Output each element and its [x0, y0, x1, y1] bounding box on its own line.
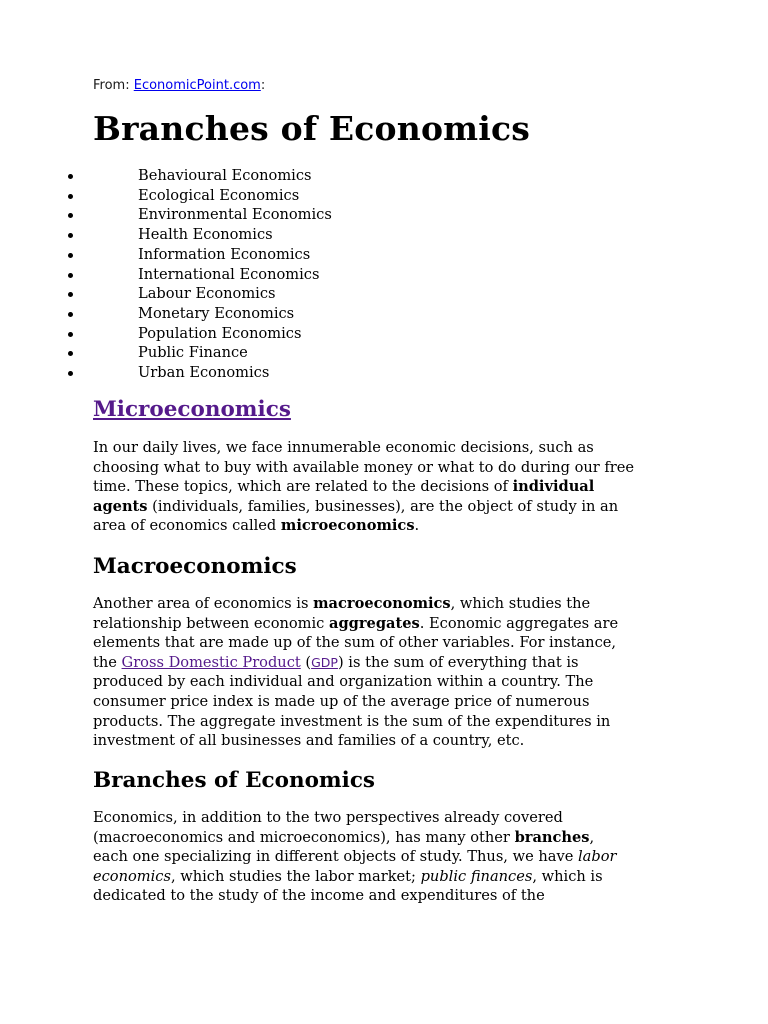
list-item	[0, 205, 680, 225]
list-item	[0, 166, 680, 186]
text-run: (	[300, 653, 312, 671]
text-line: dedicated to the study of the income and expenditures of the	[93, 887, 545, 905]
bullet-icon	[68, 253, 73, 258]
bullet-icon	[68, 292, 73, 297]
list-item	[0, 245, 680, 265]
text-run: . Economic aggregates are	[419, 614, 619, 632]
list-item-label: International Economics	[138, 265, 320, 283]
bullet-icon	[68, 351, 73, 356]
macroeconomics-paragraph	[93, 594, 683, 751]
list-item-label: Public Finance	[138, 344, 248, 362]
italic-term: labor	[577, 848, 617, 866]
bullet-icon	[68, 174, 73, 179]
bold-term: aggregates	[328, 614, 420, 632]
text-line: choosing what to buy with available money or what to do during our free	[93, 458, 635, 476]
list-item	[0, 186, 680, 206]
text-line: products. The aggregate investment is the sum of the expenditures in	[93, 712, 611, 730]
list-item-label: Behavioural Economics	[138, 167, 312, 184]
list-item	[0, 225, 680, 245]
list-item-label: Labour Economics	[138, 285, 276, 303]
text-run: (macroeconomics and microeconomics), has many other	[93, 828, 515, 846]
bullet-icon	[68, 371, 73, 376]
text-run: time. These topics, which are related to the decisions of	[93, 478, 513, 496]
bold-term: individual	[512, 478, 595, 496]
bullet-icon	[68, 332, 73, 337]
italic-term: public finances	[420, 867, 533, 885]
text-line: produced by each individual and organization within a country. The	[93, 673, 594, 691]
microeconomics-heading	[93, 397, 291, 422]
macroeconomics-heading: Macroeconomics	[93, 554, 297, 579]
branches-paragraph	[93, 808, 683, 906]
bullet-icon	[68, 194, 73, 199]
text-run: ) is the sum of everything that is	[337, 653, 579, 671]
bullet-icon	[68, 312, 73, 317]
source-suffix: :	[260, 78, 266, 93]
bold-term: agents	[93, 497, 148, 515]
text-line: investment of all businesses and families of a country, etc.	[93, 732, 525, 750]
text-run: ,	[589, 828, 595, 846]
list-item-label: Health Economics	[138, 226, 273, 244]
source-line	[93, 78, 265, 93]
gross-domestic-product-link[interactable]: Gross Domestic Product	[121, 653, 301, 671]
text-line: In our daily lives, we face innumerable economic decisions, such as	[93, 439, 594, 456]
list-item-label: Monetary Economics	[138, 304, 295, 322]
gdp-link[interactable]: GDP	[311, 654, 338, 670]
text-run: area of economics called	[93, 517, 281, 535]
bullet-icon	[68, 273, 73, 278]
text-run: the	[93, 653, 122, 671]
branches-list	[0, 166, 680, 383]
bold-term: branches	[514, 828, 590, 846]
italic-term: economics	[93, 867, 171, 885]
list-item	[0, 324, 680, 344]
text-run: .	[414, 517, 420, 535]
list-item	[0, 284, 680, 304]
list-item	[0, 304, 680, 324]
text-line	[93, 867, 683, 887]
list-item-label: Population Economics	[138, 324, 302, 342]
list-item	[0, 363, 680, 383]
text-line	[93, 614, 683, 634]
text-run: (individuals, families, businesses), are the object of study in an	[147, 497, 619, 515]
text-run: relationship between economic	[93, 614, 329, 632]
text-line: consumer price index is made up of the average price of numerous	[93, 692, 590, 710]
text-run: Another area of economics is	[93, 595, 314, 612]
list-item-label: Ecological Economics	[138, 186, 300, 204]
list-item-label: Environmental Economics	[138, 206, 332, 224]
text-line	[93, 828, 683, 848]
text-run: , which studies the	[450, 595, 591, 612]
text-line	[93, 653, 683, 673]
bold-term: microeconomics	[280, 517, 415, 535]
bullet-icon	[68, 213, 73, 218]
text-line	[93, 594, 683, 614]
text-line	[93, 477, 683, 497]
branches-heading: Branches of Economics	[93, 768, 376, 793]
microeconomics-paragraph	[93, 438, 683, 536]
list-item	[0, 343, 680, 363]
text-line: elements that are made up of the sum of other variables. For instance,	[93, 634, 617, 652]
text-run: , which studies the labor market;	[170, 867, 421, 885]
text-line: Economics, in addition to the two perspectives already covered	[93, 809, 563, 826]
source-link[interactable]: EconomicPoint.com	[133, 78, 261, 93]
text-line	[93, 516, 683, 536]
list-item-label: Information Economics	[138, 245, 311, 263]
bullet-icon	[68, 233, 73, 238]
text-line	[93, 497, 683, 517]
list-item-label: Urban Economics	[138, 364, 270, 382]
microeconomics-link[interactable]: Microeconomics	[93, 397, 291, 422]
list-item	[0, 265, 680, 285]
text-run: , which is	[532, 867, 603, 885]
text-line	[93, 847, 683, 867]
text-run: each one specializing in different objects of study. Thus, we have	[93, 848, 578, 866]
page-title: Branches of Economics	[93, 109, 531, 148]
source-prefix: From:	[93, 78, 134, 93]
bold-term: macroeconomics	[313, 595, 451, 612]
